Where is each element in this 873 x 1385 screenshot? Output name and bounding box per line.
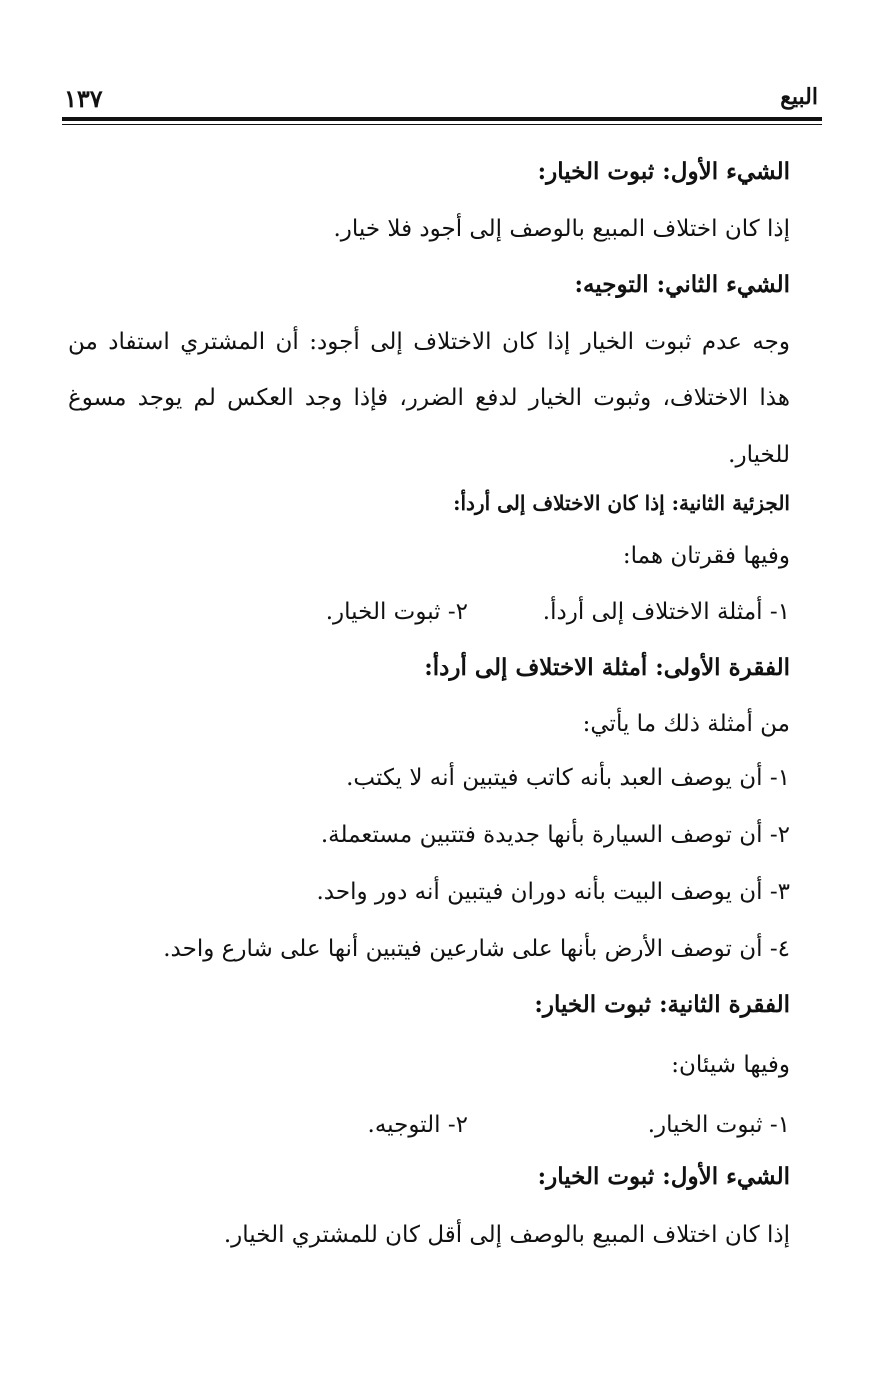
list-item: ٣- أن يوصف البيت بأنه دوران فيتبين أنه دور واحد. xyxy=(316,879,790,905)
text-line: هذا الاختلاف، وثبوت الخيار لدفع الضرر، فإذا وجد العكس لم يوجد مسوغ xyxy=(68,385,790,411)
header-rule-thin xyxy=(62,124,822,125)
list-item: ١- ثبوت الخيار. xyxy=(647,1112,790,1138)
text-line: وجه عدم ثبوت الخيار إذا كان الاختلاف إلى أجود: أن المشتري استفاد من xyxy=(68,329,790,355)
list-item: ٢- ثبوت الخيار. xyxy=(325,599,468,625)
heading-first-thing: الشيء الأول: ثبوت الخيار: xyxy=(537,158,790,185)
subheading-second-part: الجزئية الثانية: إذا كان الاختلاف إلى أردأ: xyxy=(453,491,790,515)
page-header xyxy=(62,80,822,120)
list-item: ١- أمثلة الاختلاف إلى أردأ. xyxy=(542,599,790,625)
text-line: للخيار. xyxy=(728,442,790,468)
header-rule-thick xyxy=(62,117,822,121)
heading-second-paragraph: الفقرة الثانية: ثبوت الخيار: xyxy=(534,991,790,1018)
page-number: ١٣٧ xyxy=(64,84,103,113)
list-item: ١- أن يوصف العبد بأنه كاتب فيتبين أنه لا يكتب. xyxy=(346,765,790,791)
list-item: ٤- أن توصف الأرض بأنها على شارعين فيتبين أنها على شارع واحد. xyxy=(163,936,790,962)
heading-second-thing: الشيء الثاني: التوجيه: xyxy=(574,271,790,298)
list-item: ٢- أن توصف السيارة بأنها جديدة فتتبين مستعملة. xyxy=(320,822,790,848)
text-line: إذا كان اختلاف المبيع بالوصف إلى أقل كان للمشتري الخيار. xyxy=(223,1222,790,1248)
heading-first-thing: الشيء الأول: ثبوت الخيار: xyxy=(537,1163,790,1190)
text-line: وفيها فقرتان هما: xyxy=(622,543,790,569)
text-line: وفيها شيئان: xyxy=(671,1052,790,1078)
list-item: ٢- التوجيه. xyxy=(367,1112,468,1138)
running-title: البيع xyxy=(780,84,818,110)
text-line: إذا كان اختلاف المبيع بالوصف إلى أجود فلا خيار. xyxy=(333,216,790,242)
text-line: من أمثلة ذلك ما يأتي: xyxy=(582,711,790,737)
heading-first-paragraph: الفقرة الأولى: أمثلة الاختلاف إلى أردأ: xyxy=(424,654,790,681)
